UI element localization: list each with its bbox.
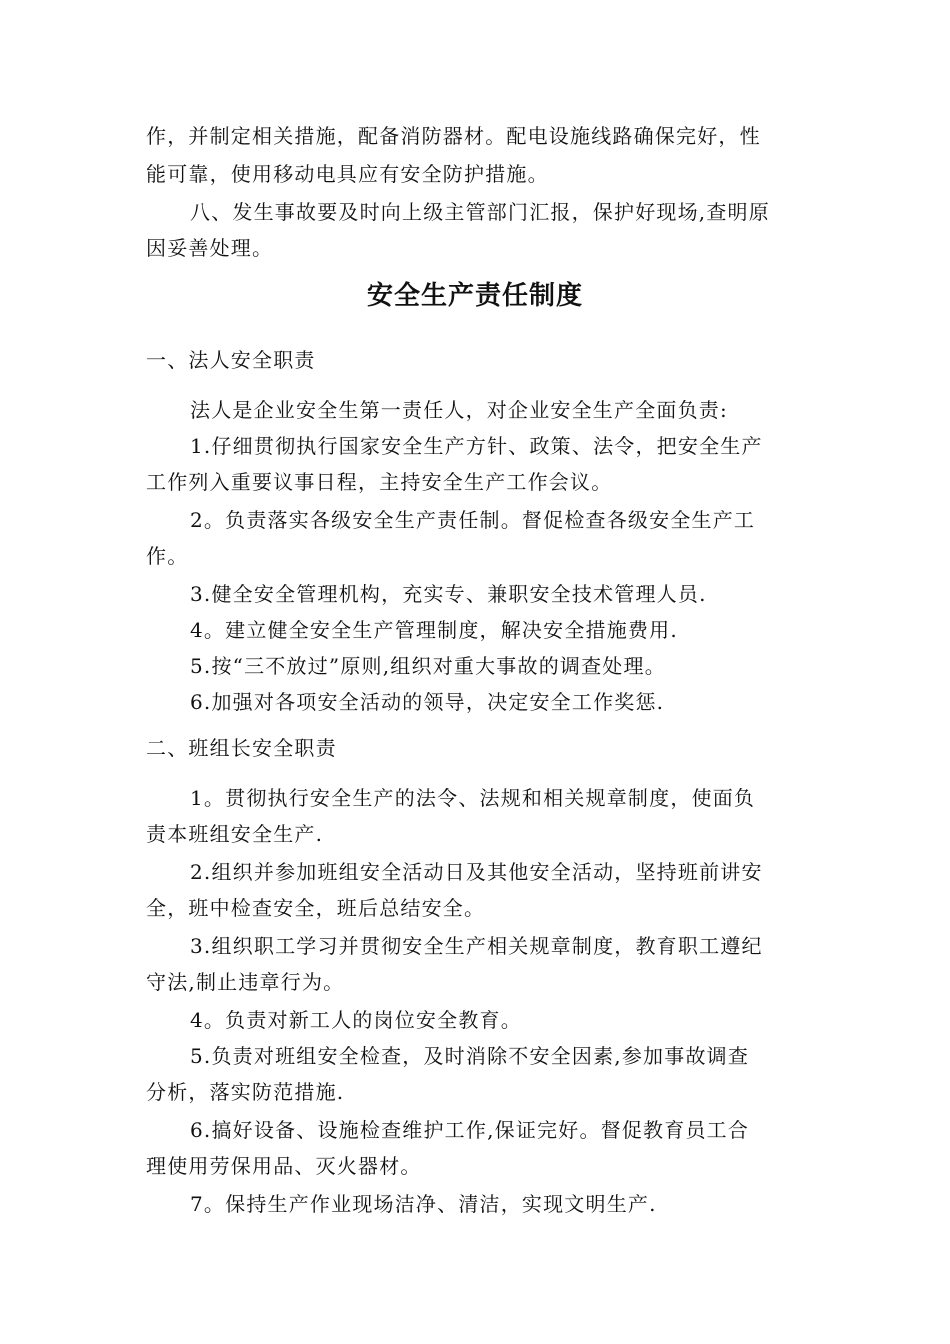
list-item: 工作列入重要议事日程，主持安全生产工作会议。 [146,470,613,494]
list-item: 2.组织并参加班组安全活动日及其他安全活动，坚持班前讲安 [190,860,763,884]
list-item: 6.搞好设备、设施检查维护工作,保证完好。督促教育员工合 [190,1118,750,1142]
list-item: 5.负责对班组安全检查，及时消除不安全因素,参加事故调查 [190,1044,750,1068]
list-item: 2。负责落实各级安全生产责任制。督促检查各级安全生产工 [190,508,756,532]
section-heading: 二、班组长安全职责 [146,736,337,760]
paragraph-line: 作，并制定相关措施，配备消防器材。配电设施线路确保完好，性 [146,124,761,148]
list-item: 4。负责对新工人的岗位安全教育。 [190,1008,522,1032]
list-item: 7。保持生产作业现场洁净、清洁，实现文明生产. [190,1192,657,1216]
paragraph-line: 法人是企业安全生第一责任人，对企业安全生产全面负责: [190,398,728,422]
document-title: 安全生产责任制度 [366,281,583,311]
list-item: 4。建立健全安全生产管理制度，解决安全措施费用. [190,618,678,642]
list-item: 1.仔细贯彻执行国家安全生产方针、政策、法令，把安全生产 [190,434,763,458]
list-item: 全，班中检查安全，班后总结安全。 [146,896,486,920]
list-item: 1。贯彻执行安全生产的法令、法规和相关规章制度，使面负 [190,786,756,810]
list-item: 3.健全安全管理机构，充实专、兼职安全技术管理人员. [190,582,707,606]
list-item: 3.组织职工学习并贯彻安全生产相关规章制度，教育职工遵纪 [190,934,763,958]
list-item: 分析，落实防范措施. [146,1080,345,1104]
list-item: 6.加强对各项安全活动的领导，决定安全工作奖惩. [190,690,665,714]
section-heading: 一、法人安全职责 [146,348,316,372]
list-item: 责本班组安全生产. [146,822,324,846]
list-item: 守法,制止违章行为。 [146,970,345,994]
list-item: 作。 [146,544,189,568]
paragraph-line: 八、发生事故要及时向上级主管部门汇报，保护好现场,查明原 [190,200,770,224]
list-item: 5.按“三不放过”原则,组织对重大事故的调查处理。 [190,654,666,678]
paragraph-line: 能可靠，使用移动电具应有安全防护措施。 [146,162,549,186]
list-item: 理使用劳保用品、灭火器材。 [146,1154,422,1178]
paragraph-line: 因妥善处理。 [146,236,274,260]
